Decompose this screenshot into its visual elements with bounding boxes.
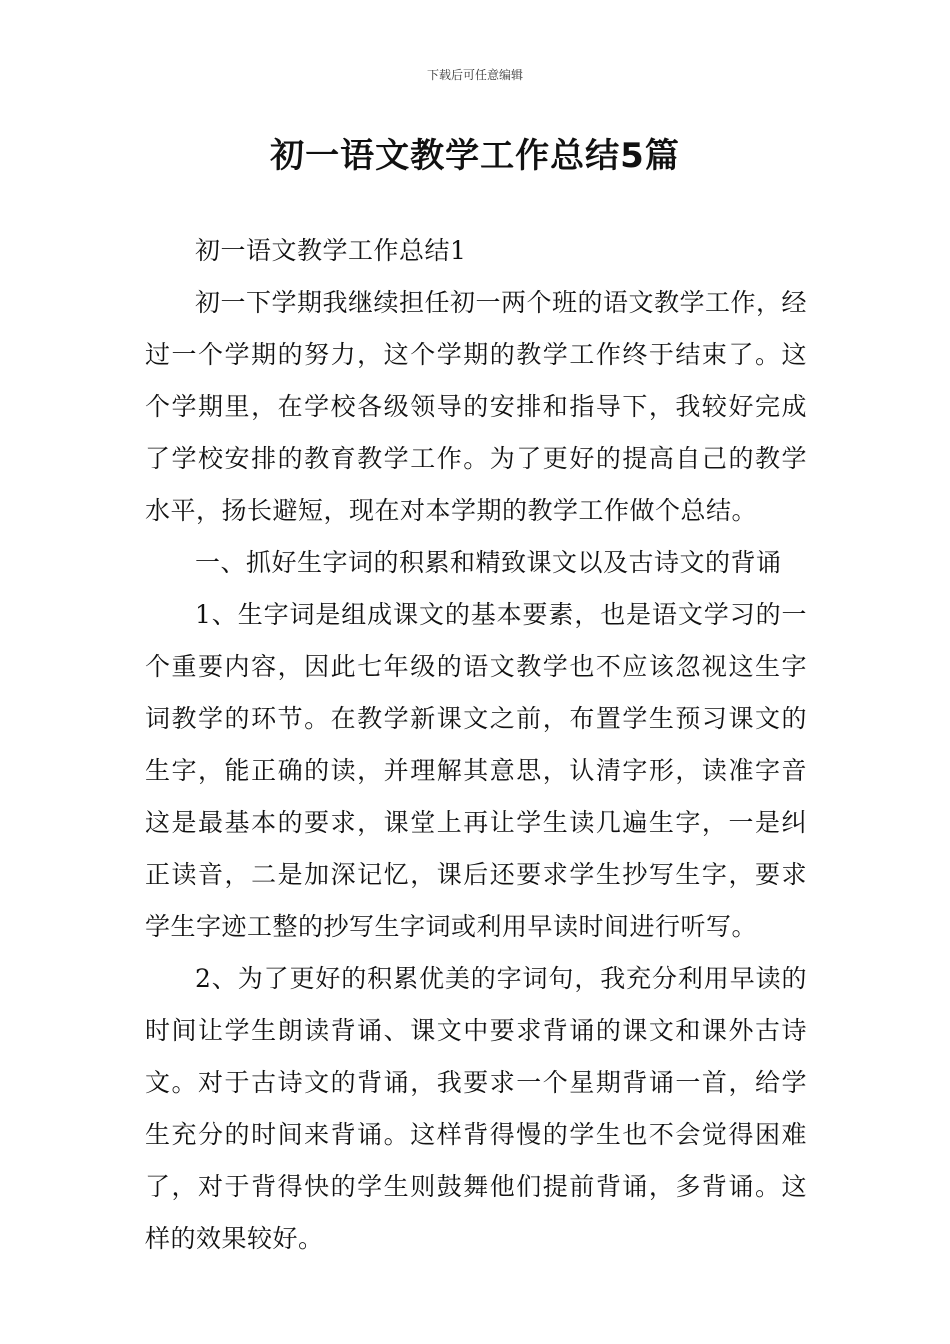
paragraph-point-1: 1、生字词是组成课文的基本要素，也是语文学习的一个重要内容，因此七年级的语文教学也不应该忽视这生字词教学的环节。在教学新课文之前，布置学生预习课文的生字，能正确的读，并理解其意思，认清字形，读准字音这是最基本的要求，课堂上再让学生读几遍生字，一是纠正读音，二是加深记忆，课后还要求学生抄写生字，要求学生字迹工整的抄写生字词或利用早读时间进行听写。: [145, 600, 807, 941]
paragraph-intro: 初一下学期我继续担任初一两个班的语文教学工作，经过一个学期的努力，这个学期的教学工作终于结束了。这个学期里，在学校各级领导的安排和指导下，我较好完成了学校安排的教育教学工作。为了更好的提高自己的教学水平，扬长避短，现在对本学期的教学工作做个总结。: [145, 288, 808, 525]
document-title: 初一语文教学工作总结5篇: [270, 136, 680, 176]
header-note: 下载后可任意编辑: [426, 68, 523, 82]
paragraph-point-2: 2、为了更好的积累优美的字词句，我充分利用早读的时间让学生朗读背诵、课文中要求背诵的课文和课外古诗文。对于古诗文的背诵，我要求一个星期背诵一首，给学生充分的时间来背诵。这样背得慢的学生也不会觉得困难了，对于背得快的学生则鼓舞他们提前背诵，多背诵。这样的效果较好。: [145, 964, 807, 1253]
section-heading: 初一语文教学工作总结1: [195, 236, 467, 265]
document-body: [145, 225, 807, 1265]
section-heading-1: 一、抓好生字词的积累和精致课文以及古诗文的背诵: [195, 548, 782, 577]
